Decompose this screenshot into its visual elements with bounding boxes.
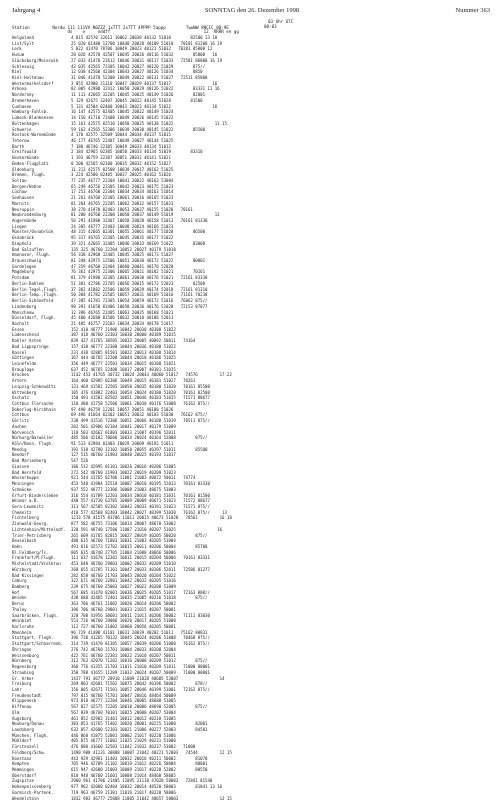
station-name: Göttingen (12, 355, 34, 361)
station-name: Oschatz (12, 395, 30, 401)
station-data: 405 875 46777 11002 11025 21029 40231 51000 (71, 738, 176, 744)
station-data: 98 393 41658 83406 10058 20036 40176 51020 72153 87077 (71, 303, 208, 309)
station-data: 446 868 41875 52001 10002 21017 40220 51006 (71, 732, 176, 738)
station-name: Berlin-Temp.,Flugh. (12, 292, 59, 298)
station-data: 5 022 41470 70706 10049 20023 40121 51032 70281 85800 12 (71, 46, 213, 52)
station-name: Norderney (12, 92, 34, 98)
station-name: Leck (12, 46, 22, 52)
station-name: Neuruppin (12, 206, 34, 212)
station-name: Ueckermünde (12, 155, 39, 161)
station-name: Konstanz (12, 755, 32, 761)
station-data: 164 460 42985 02306 10049 20015 40181 51027 70261 (71, 378, 196, 384)
station-data: 150 493 41582 82502 10051 20046 40183 51015 71571 88677 (71, 395, 210, 401)
station-name: Feldberg/Schw. (12, 749, 47, 755)
station-name: Gr. Arber (12, 675, 34, 681)
station-data: 312 763 42070 71202 10016 20008 40209 51012 875// (71, 658, 208, 664)
station-data: 547 526 (71, 458, 89, 464)
issue-volume: Jahrgang 4 (12, 7, 41, 14)
station-data: 314 739 41470 81305 10057 20039 40206 51008 76162 875// (71, 641, 210, 647)
station-data: 152 410 46777 21906 10042 20030 40188 51022 (71, 326, 176, 332)
station-data: 973 818 46777 22204 10046 20005 48688 51005 (71, 698, 176, 704)
station-data: 45 400 42680 01506 10032 20010 40186 52013 (71, 315, 174, 321)
issue-number: Nummer 363 (455, 7, 490, 14)
station-data: 82 005 42980 32412 10050 20029 40126 51022 83331 11 16 (71, 86, 220, 92)
station-data: 95 317 46765 22305 10045 20035 40177 51022 (71, 235, 174, 241)
station-data: 14 156 41710 72408 10049 20026 40145 51022 (71, 115, 174, 121)
station-name: Giessen (12, 463, 30, 469)
station-data: 81 264 46765 22205 10062 20032 40157 51023 (71, 200, 174, 206)
station-name: Regensburg (12, 664, 37, 670)
station-data: 202 501 42986 02104 10041 20017 40179 51009 (71, 423, 176, 429)
station-name: Fichtelberg (12, 515, 39, 521)
station-name: Hamburg-Fuhlsb. (12, 109, 49, 115)
station-name: Stuttgart/Schnarrenb. (12, 641, 64, 647)
station-name: Weiden (12, 595, 27, 601)
station-name: Bamberg (12, 584, 30, 589)
station-data: 37 382 41882 22506 10059 20029 40174 52018 72161 81310 (71, 286, 208, 292)
station-data: 1437 791 46777 28910 11009 21028 48685 53007 14 (71, 675, 225, 681)
station-data: 877 582 46755 73106 10014 20007 48670 53002 (71, 521, 176, 527)
station-name: Teterow (12, 137, 30, 143)
station-name: Klippeneck (12, 698, 37, 704)
station-name: Neuburg/Donau (12, 721, 44, 727)
station-name: Augsburg (12, 715, 32, 721)
station-name: Osnabrück (12, 235, 34, 241)
days-range: 00-03 (264, 24, 277, 29)
station-data: 42 035 42565 72305 10042 20027 40120 51029 875// (71, 63, 206, 69)
station-name: Braunschweig (12, 258, 42, 264)
station-data: 39 321 42665 32405 10046 20033 40169 51022 83000 (71, 240, 206, 246)
station-name: Gardelegen (12, 263, 37, 269)
station-name: Weinbiet (12, 618, 32, 624)
station-name: Bad Salzuflen (12, 246, 44, 252)
station-data: 363 706 46761 21002 10020 20014 40206 50002 (71, 601, 176, 607)
station-name: Kiffenau (12, 704, 32, 710)
station-data: 805 635 46740 27705 11004 21008 48666 50006 (71, 549, 176, 555)
station-data: 118 503 42662 01803 10033 21007 40196 52011 (71, 429, 176, 435)
station-data: 3 224 42580 02405 10037 20025 40162 51026 (71, 172, 171, 178)
station-name: Berus (12, 601, 25, 607)
station-name: Cottbus Florsache (12, 401, 54, 406)
station-data: 265 609 41765 82815 10027 20019 40205 50020 875// (71, 532, 208, 538)
station-data: 77 235 46777 22304 10041 20022 40163 53004 (71, 177, 174, 183)
station-name: Fürstenzell (12, 744, 39, 750)
station-name: Kassel (12, 349, 27, 355)
station-name: Bremerhaven (12, 97, 39, 103)
station-data: 1832 983 46777 25808 11005 21042 48657 58003 13 15 (71, 795, 232, 801)
station-data: 56 291 41980 32407 10058 20028 40158 51013 70161 81330 (71, 218, 208, 223)
station-name: Michelstadt/Vielbrun (12, 561, 61, 567)
station-name: Freiburg (12, 681, 32, 687)
station-name: Seehausen (12, 195, 34, 201)
station-name: Hannover, Flugh. (12, 252, 51, 258)
station-data: 7 180 46746 22305 10049 20033 40134 51012 (71, 143, 171, 149)
page-date-title: SONNTAG den 26. Dezember 1998 (204, 7, 300, 14)
station-name: Kiel-Holtenau (12, 75, 44, 81)
station-data: 453 548 41984 32510 10007 20010 40195 52013 70161 83330 (71, 481, 210, 487)
station-data: 269 803 42681 71502 10075 20042 40196 50002 878// (71, 681, 208, 687)
station-name: Lingen (12, 223, 27, 229)
station-data: 167 444 46765 22208 10044 20018 40186 51025 (71, 355, 176, 361)
station-data: 25 020 01480 12700 10048 20028 40109 51010 70181 81200 16 19 (71, 40, 223, 46)
station-name: Leinefelde (12, 360, 37, 366)
station-data: 5 129 42675 32407 10045 20022 40145 51028 81500 (71, 97, 203, 103)
observation-time: 03 Uhr UTC (268, 19, 294, 24)
station-data: 567 685 41470 82001 10036 20025 40205 51017 72163 880// (71, 589, 210, 595)
station-name: Marnitz (12, 200, 30, 206)
station-data: 1213 578 41575 83706 11011 20015 40673 51028 70561 16 18 (71, 515, 232, 521)
station-name: Stuttgart, Flugh. (12, 635, 54, 641)
station-data: 81 280 46760 22308 10050 20037 40149 51019 13 (71, 212, 220, 218)
station-name: Bendorf (12, 452, 30, 458)
station-data: 268 655 41765 71101 10047 20033 40206 52011 72586 81277 (71, 566, 210, 572)
station-data: 1490 908 41131 30808 10087 21042 40221 52003 74544 12 15 (71, 749, 232, 755)
station-data: 797 815 46760 71701 10047 20016 48464 50009 (71, 692, 176, 698)
station-name: Neubrandenburg (12, 212, 47, 218)
station-name: Kahler Asten (12, 338, 42, 344)
station-name: Wittenberg (12, 389, 37, 395)
station-data: 11 113 42665 32205 10045 20025 40149 51026 82801 (71, 92, 206, 98)
station-data: 491 616 42573 52702 10015 20011 40206 50004 85700 (71, 543, 208, 549)
station-name: Bad Marienberg (12, 458, 47, 464)
station-name: Deuselbach (12, 538, 37, 544)
station-data: 719 963 46759 21301 11016 21017 40220 58006 (71, 789, 176, 795)
station-name: Schwerin (12, 126, 32, 132)
station-data: 16 147 42575 02405 10045 20022 40149 51024 (71, 109, 174, 115)
station-data: 5 131 42504 02400 10043 20023 40134 51022 16 (71, 103, 218, 109)
station-name: Mannheim (12, 629, 32, 635)
station-name: Aachen (12, 423, 27, 429)
station-data: 438 688 42465 72401 10035 21005 40216 51018 875// (71, 595, 208, 601)
station-name: Hof (12, 589, 20, 595)
station-name: Wendelstein (12, 795, 39, 801)
station-data: 135 325 46760 22204 10052 20027 40179 51018 (71, 246, 176, 252)
station-data: 51 381 42786 22705 10056 20015 40172 52023 82500 (71, 280, 206, 286)
station-name: Brocken (12, 372, 30, 378)
station-data: 480 615 46760 71803 10031 21003 40205 51004 (71, 538, 176, 544)
station-data: 192 510 42780 12102 10050 20055 40197 51011 85500 (71, 446, 208, 452)
station-data: 131 469 41582 32505 10050 20035 40180 51020 70161 85500 (71, 383, 210, 389)
station-data: 316 554 41789 12203 10034 20010 40181 51031 70161 81500 (71, 492, 210, 498)
station-name: Angermünde (12, 218, 37, 223)
station-data: 453 648 46760 29803 10002 20032 40209 51010 (71, 561, 176, 567)
station-name: Essen (12, 326, 25, 332)
station-name: Arkona (12, 86, 27, 92)
station-name: Lindenberg (12, 303, 37, 309)
station-data: 320 591 46740 17506 11007 21010 40207 51025 16 (71, 526, 223, 532)
station-data: 383 853 41765 71402 10020 20001 40225 51000 82001 (71, 721, 208, 727)
station-name: Kiel (12, 69, 22, 75)
station-name: Karlsruhe (12, 624, 34, 630)
station-name: Boltenhagen (12, 120, 39, 126)
station-data: 24 305 46777 22403 10048 20024 40166 51023 (71, 223, 174, 229)
station-name: Saarbrücken, Flugh. (12, 612, 59, 618)
station-name: Nürburg/Barweiler (12, 435, 54, 441)
station-name: Gera-Leumnitz (12, 503, 44, 509)
station-name: Potsdam (12, 275, 30, 281)
station-name: Leipzig-Schkeuditz (12, 383, 56, 389)
station-name: Ulm (12, 709, 20, 715)
station-data: 567 827 42575 72205 10010 20006 48690 52005 875// (71, 704, 208, 710)
station-data: 632 857 42680 52103 10021 21006 40227 52003 84501 (71, 726, 208, 732)
station-data: 81 379 41980 32305 10061 20030 40176 51021 72161 83330 (71, 275, 208, 281)
station-name: Lahr (12, 686, 22, 692)
station-name: Hahn (12, 543, 22, 549)
station-data: 56 338 42960 32405 10045 20025 40173 51027 (71, 252, 174, 258)
station-name: Husum (12, 52, 25, 58)
station-name: Garmisch-Partenk. (12, 789, 54, 795)
station-data: 28 026 42570 42507 10045 20026 40116 51032 85800 16 (71, 52, 218, 58)
station-data: 96 729 41480 41101 10031 20039 40202 51011 75162 80831 (71, 629, 208, 635)
station-data: 485 506 42182 70606 10034 20024 40164 52008 875// (71, 435, 208, 441)
station-data: 21 405 46757 23203 10034 20034 40178 51017 (71, 320, 174, 326)
station-data: 320 708 41956 30601 10011 21011 40206 50002 71111 83030 (71, 612, 210, 618)
station-name: Kempten (12, 761, 30, 767)
station-data: 272 542 46760 21903 10022 20019 40209 51023 (71, 469, 176, 475)
station-name: Greifswald (12, 149, 37, 155)
station-data: 47 359 46760 22404 10060 20041 40170 52020 (71, 263, 174, 269)
station-data: 282 658 46760 21703 10043 20020 40204 51022 (71, 572, 176, 578)
station-data: 239 675 46760 25003 10027 20022 40208 51009 (71, 584, 176, 589)
station-name: Meiningen (12, 481, 34, 487)
station-data: 2 184 42965 02305 10050 20033 40134 51019 83310 (71, 149, 203, 155)
column-header-line-1: Station Nordw 111 111VV N0ZZZ 1xTTT 2xTTT 4PPPP 5appp 7wwWW 8NCCC 88-9E (12, 24, 229, 30)
station-name: Bad Hersfeld (12, 469, 42, 475)
station-name: Bl.Feldberg/Ts. (12, 549, 49, 555)
station-name: Münster/Osnabrück (12, 229, 54, 235)
station-data: 350 788 41655 11209 11032 20024 40207 50009 71000 80001 (71, 669, 210, 675)
station-data: 356 449 46777 22503 10034 20015 40180 51021 (71, 360, 176, 366)
station-name: München, Flugh. (12, 732, 49, 738)
station-name: Nürnberg (12, 658, 32, 664)
station-data: 396 706 46760 29801 10033 21015 40207 50001 (71, 606, 176, 612)
station-data: 157 430 46777 22308 10044 20036 40188 51022 (71, 343, 176, 349)
station-data: 105 476 41882 22403 10054 20024 40180 51020 70161 82500 (71, 389, 210, 395)
station-name: Mendig (12, 446, 27, 452)
station-data: 553 726 46760 29006 10020 20017 40205 51008 (71, 618, 176, 624)
station-name: Tholey (12, 606, 27, 612)
station-name: Glücksburg/Meierwik (12, 57, 59, 63)
station-data: 567 839 46760 70101 10025 20008 40207 53004 (71, 709, 176, 715)
station-name: Bad Lippspringe (12, 343, 49, 349)
station-data: 422 761 46760 22301 10022 21010 40207 50011 (71, 652, 176, 658)
station-data: 3 055 42980 21310 10047 20029 40137 51017 16 (71, 80, 218, 86)
station-name: Lübeck-Blankensee (12, 115, 54, 121)
station-name: Weissenburg (12, 652, 39, 658)
station-data: 311 567 42585 82302 10042 20033 40191 51023 71571 875// (71, 503, 210, 509)
station-name: Düsseldorf, Flugh. (12, 315, 56, 321)
station-name: Diepholz (12, 240, 32, 246)
station-name: Öhringen (12, 646, 32, 652)
station-data: 111 637 41678 12302 10011 20015 40204 50006 70161 83331 (71, 555, 210, 561)
station-data: 443 929 42981 11403 10032 20016 40211 50002 81070 (71, 755, 208, 761)
station-name: Wasserkuppe (12, 475, 39, 481)
station-name: Lüdenscheid (12, 332, 39, 338)
station-name: Erfurt-Bindersleben (12, 492, 59, 498)
station-name: Lüchow (12, 189, 27, 195)
station-data: 637 452 46765 22408 10017 20007 40181 51015 (71, 366, 176, 372)
station-name: Westermarkelsdorf (12, 80, 54, 86)
station-name: Weimar a.B. (12, 498, 39, 504)
table-row (12, 796, 500, 801)
station-data: 322 671 46760 22801 10042 20032 40205 51016 (71, 578, 176, 584)
station-name: Schmücke (12, 486, 32, 492)
station-data: 12 038 42560 42304 10043 20027 40126 51034 8850 (71, 69, 203, 75)
station-data: 396 738 41265 70132 10045 20024 40206 51008 78460 875// (71, 635, 210, 641)
station-data: 1 193 46759 22307 10051 20032 40141 51021 (71, 155, 171, 161)
station-name: Oldenburg (12, 166, 34, 172)
station-data: 50 384 41782 22505 10057 20031 40169 51016 71161 70230 (71, 292, 208, 298)
station-data: 4 015 42570 22612 10062 20038 40132 51010 82500 13 10 (71, 35, 218, 40)
station-data: 937 552 46777 22306 10008 21003 48675 53003 (71, 486, 176, 492)
station-data: 705 946 42789 21102 10019 21012 40226 50004 80001 (71, 761, 208, 767)
station-data: 110 488 41758 52506 10061 20030 40176 51008 76162 875// (71, 401, 210, 406)
station-name: Helgoland (12, 35, 34, 40)
station-data: 839 427 41765 30505 10033 20005 40092 50011 74164 (71, 338, 196, 344)
station-data: 461 852 42982 31401 10012 20012 40218 51005 (71, 715, 176, 721)
station-name: Lichtenhain/Mittelndf. (12, 526, 66, 532)
station-data: 977 962 42080 02404 10032 20014 48520 58003 81041 13 16 (71, 784, 223, 790)
station-data: 27 033 41470 22612 10046 20031 40117 51033 72581 86800 16 19 (71, 57, 223, 63)
station-data: 2960 961 41786 21405 11095 21110 47020 58003 72841 81540 (71, 778, 213, 784)
station-name: Berlin-Schönefeld (12, 298, 54, 304)
station-data: 46 177 46765 22407 10049 20027 40144 51025 (71, 137, 174, 143)
station-name: Köln/Bonn, Flugh. (12, 441, 54, 447)
station-name: Hohenpeissenberg (12, 784, 51, 790)
station-data: 276 742 46760 21701 10004 20033 40208 52004 (71, 646, 176, 652)
station-name: Berlin-Tegel,Flugh. (12, 286, 59, 292)
station-data: 440 557 41730 63705 10009 20009 40671 51023 71572 88677 (71, 498, 210, 504)
station-name: Freudenstadt (12, 692, 42, 698)
station-data: 1142 453 41765 30732 10024 20043 40060 51017 74576 17 22 (71, 372, 232, 378)
station-name: Oberstdorf (12, 772, 37, 778)
station-observation-table (12, 35, 500, 801)
station-data: 97 490 46759 12201 10057 20051 40188 51026 (71, 406, 174, 412)
station-data: 231 438 42885 01501 10022 20013 40188 51014 (71, 349, 176, 355)
station-name: Berlin-Dahlem (12, 280, 44, 286)
station-data: 48 315 42665 02301 10055 20061 40177 51020 86500 (71, 229, 206, 235)
station-name: Bocholt (12, 320, 30, 326)
station-data: 11 213 42575 02508 10039 20017 40162 51025 (71, 166, 174, 172)
station-name: Memmingen (12, 767, 34, 772)
station-name: Bad Kissingen (12, 572, 44, 578)
station-data: 12 396 46765 22405 10063 20035 40168 51021 (71, 309, 174, 315)
station-name: Coburg (12, 578, 27, 584)
station-data: 4 170 42575 32509 10044 20034 40137 51015 (71, 132, 171, 138)
station-name: Landsberg (12, 726, 34, 732)
station-data: 65 249 46756 22305 10042 20023 40175 51023 (71, 183, 174, 189)
station-name: Bremen, Flugh. (12, 172, 47, 178)
station-name: Barth (12, 143, 25, 149)
station-name: Emden-Flugplatz (12, 160, 49, 166)
station-data: 418 577 42568 82403 10042 20027 40199 51030 76162 875// 13 (71, 509, 227, 515)
station-name: Zugspitze (12, 778, 34, 784)
station-name: List/Sylt (12, 40, 34, 46)
station-name: Zinnwald-Georg. (12, 521, 49, 527)
station-name: Bergen/Hohne (12, 183, 42, 189)
station-data: 47 385 41781 72305 10054 20059 40172 51016 76062 875// (71, 298, 208, 304)
station-data: 156 805 42671 71501 10057 20046 40199 51001 72162 875// (71, 686, 210, 692)
station-data: 127 515 46760 21903 10040 20025 40193 51017 (71, 452, 176, 458)
column-header-line-2: ds e nddff 12 RRRR ee gg (12, 29, 239, 34)
station-data: 921 544 41765 82706 11001 21003 40672 50011 74774 (71, 475, 196, 481)
station-data: 615 947 42680 21003 10009 21017 40220 52002 80550 (71, 767, 208, 772)
station-data: 366 776 41355 21703 11011 21010 40209 51011 71000 80001 (71, 664, 210, 670)
station-data: 0 200 42565 02100 10035 20032 40152 51027 (71, 160, 171, 166)
station-data: 387 418 46760 22303 10030 20000 40189 51015 (71, 332, 176, 338)
station-data: 76 361 42975 22306 10065 20021 40182 51021 70161 (71, 269, 206, 275)
station-name: Cuxhaven (12, 103, 32, 109)
station-name: Artern (12, 378, 27, 384)
station-data: 112 727 46760 21002 10060 20056 40205 50001 (71, 624, 176, 630)
station-data: 476 880 41660 32503 11042 21032 40237 53002 71000 (71, 744, 196, 750)
station-data: 69 496 41664 82302 10051 20032 40183 51030 76162 875// (71, 412, 208, 418)
station-data: 81 348 42975 12506 10051 20030 40172 51022 80001 (71, 258, 206, 264)
station-data: 186 532 42995 01101 10026 20016 40206 51005 (71, 463, 176, 469)
station-data: 38 270 41970 02403 10053 20037 40155 51020 70161 (71, 206, 193, 212)
station-name: Würzburg (12, 566, 32, 572)
station-name: Straubing (12, 669, 34, 675)
station-data: 91 513 42984 01403 10029 20009 40192 51011 (71, 441, 174, 447)
station-data: 31 046 41470 52308 10049 20022 40131 51027 72511 85800 (71, 75, 208, 81)
station-name: Cottbus (12, 412, 30, 418)
station-name: Magdeburg (12, 269, 34, 275)
station-data: 21 261 46760 22305 10061 20016 40165 51023 (71, 195, 174, 201)
station-data: 238 499 41516 72306 10051 20066 40188 51019 70511 875// (71, 418, 210, 424)
station-name: Frankfurt/M.Flugh. (12, 555, 56, 561)
station-name: Görlitz (12, 418, 30, 424)
station-name: Brauplage (12, 366, 34, 372)
station-data: 810 948 46760 21601 10008 21014 48460 58005 (71, 772, 176, 778)
station-name: Doberlug-Kirchhain (12, 406, 56, 412)
station-data: 15 161 42575 02510 10050 20025 40138 51022 11 15 (71, 120, 227, 126)
station-name: Chemnitz (12, 509, 32, 515)
station-name: Trier-Petrisberg (12, 532, 51, 538)
station-name: Schleswig (12, 63, 34, 69)
station-name: Mühldorf (12, 738, 32, 744)
station-name: Nörvenich (12, 429, 34, 435)
station-name: Manschnow (12, 309, 34, 315)
station-data: 59 162 42565 52306 10039 20030 40145 51022 85500 (71, 126, 206, 132)
station-name: Rostock-Warnemünde (12, 132, 56, 138)
station-name: Soltau (12, 177, 27, 183)
station-data: 17 253 46760 22304 10034 20034 40163 51014 (71, 189, 174, 195)
